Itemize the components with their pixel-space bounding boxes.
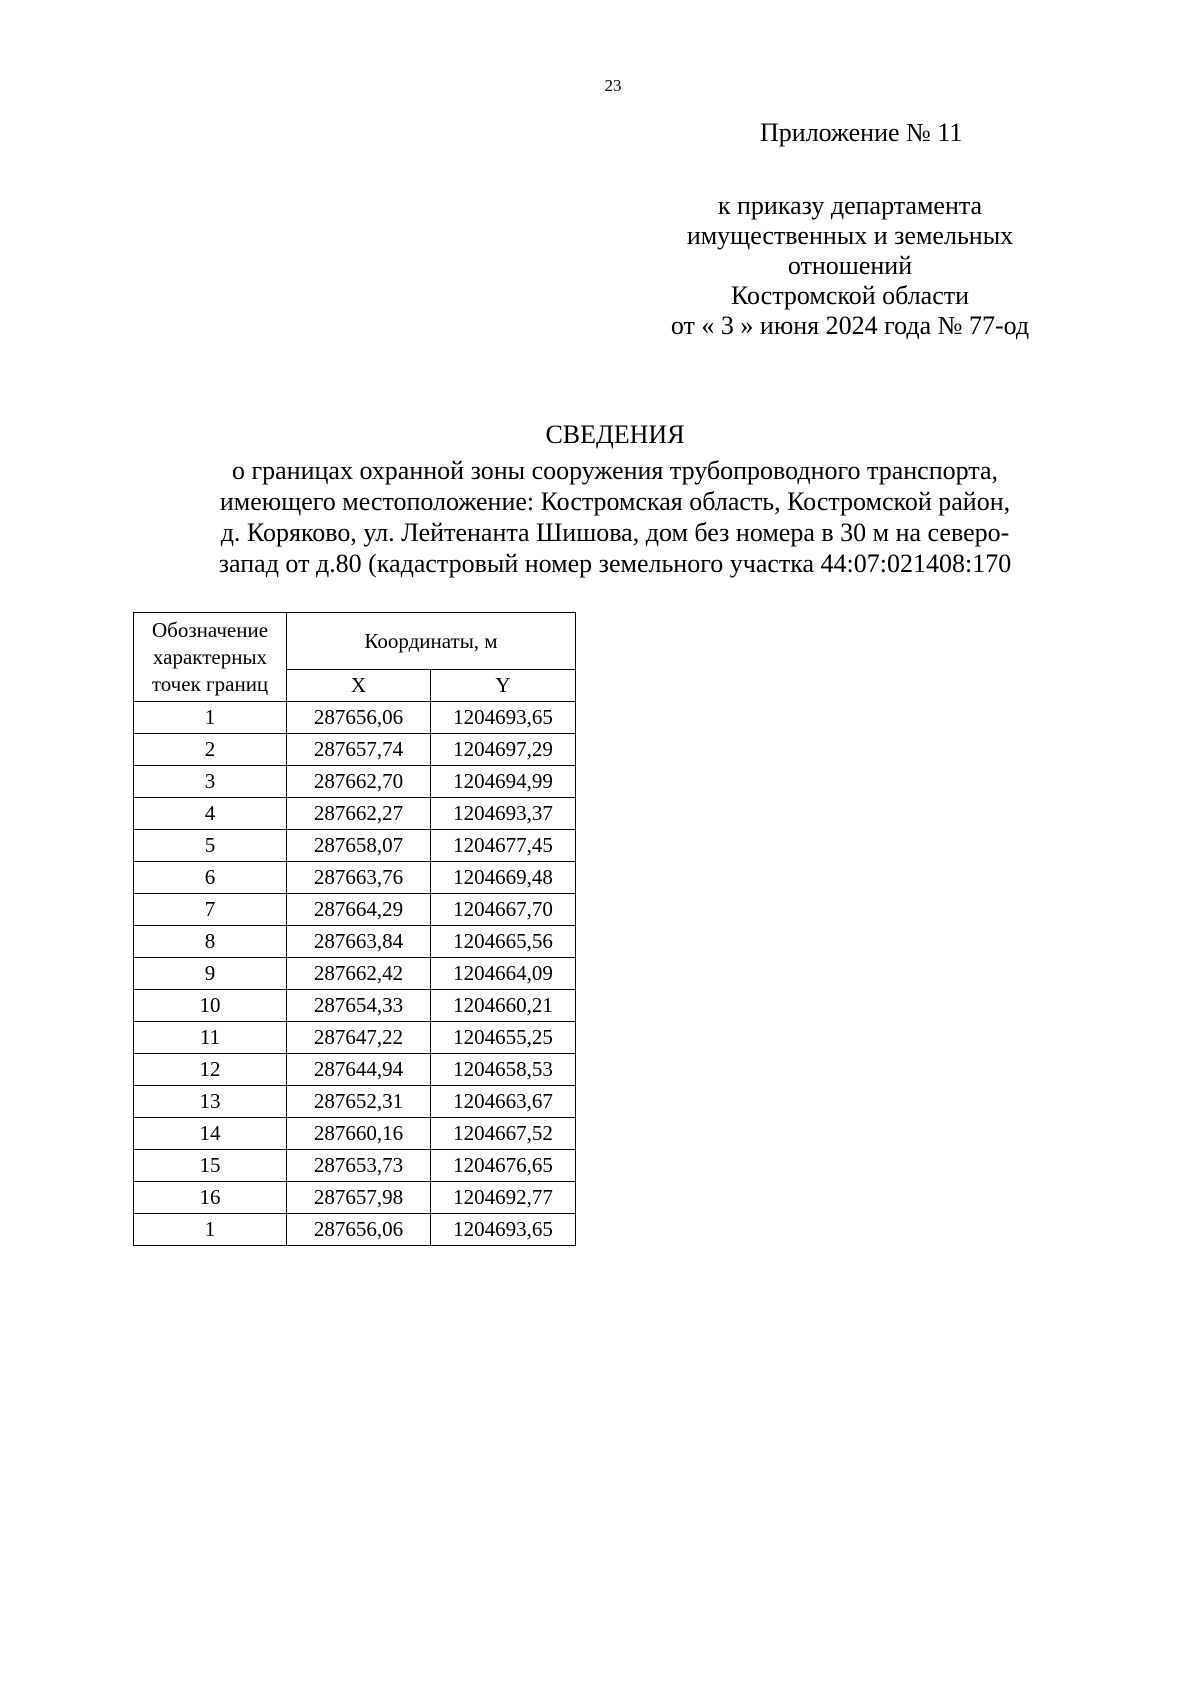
cell-x: 287652,31 [287, 1086, 431, 1118]
order-reference [640, 191, 1060, 341]
cell-y: 1204663,67 [431, 1086, 576, 1118]
cell-x: 287663,76 [287, 862, 431, 894]
order-ref-line: к приказу департамента [717, 191, 983, 220]
table-row [134, 1182, 576, 1214]
cell-x: 287647,22 [287, 1022, 431, 1054]
cell-x: 287656,06 [287, 1214, 431, 1246]
order-ref-line: от « 3 » июня 2024 года № 77-од [670, 311, 1030, 340]
cell-x: 287644,94 [287, 1054, 431, 1086]
cell-y: 1204677,45 [431, 830, 576, 862]
cell-point: 9 [134, 958, 287, 990]
header-point-line: Обозначение [151, 617, 269, 642]
table-row [134, 1022, 576, 1054]
table-row [134, 1086, 576, 1118]
document-subheading [100, 455, 1130, 579]
table-row [134, 734, 576, 766]
cell-point: 1 [134, 702, 287, 734]
table-row [134, 1054, 576, 1086]
cell-point: 6 [134, 862, 287, 894]
cell-y: 1204692,77 [431, 1182, 576, 1214]
table-row [134, 894, 576, 926]
cell-point: 3 [134, 766, 287, 798]
cell-point: 15 [134, 1150, 287, 1182]
cell-y: 1204660,21 [431, 990, 576, 1022]
cell-y: 1204667,70 [431, 894, 576, 926]
cell-y: 1204664,09 [431, 958, 576, 990]
table-row [134, 702, 576, 734]
page-number: 23 [604, 76, 622, 95]
table-row [134, 958, 576, 990]
cell-y: 1204693,37 [431, 798, 576, 830]
cell-x: 287657,98 [287, 1182, 431, 1214]
order-ref-line: имущественных и земельных [686, 221, 1014, 250]
subheading-line: д. Коряково, ул. Лейтенанта Шишова, дом без номера в 30 м на северо- [220, 518, 1010, 547]
cell-x: 287654,33 [287, 990, 431, 1022]
document-heading: СВЕДЕНИЯ [545, 420, 685, 449]
table-row [134, 830, 576, 862]
cell-x: 287662,42 [287, 958, 431, 990]
subheading-line: о границах охранной зоны сооружения трубопроводного транспорта, [231, 456, 999, 485]
table-row [134, 990, 576, 1022]
table-row [134, 926, 576, 958]
cell-point: 4 [134, 798, 287, 830]
cell-x: 287663,84 [287, 926, 431, 958]
order-ref-line: Костромской области [730, 281, 970, 310]
header-point-line: характерных [152, 644, 268, 669]
cell-y: 1204655,25 [431, 1022, 576, 1054]
cell-y: 1204658,53 [431, 1054, 576, 1086]
cell-point: 8 [134, 926, 287, 958]
table-row [134, 1150, 576, 1182]
header-coordinates: Координаты, м [287, 613, 576, 670]
cell-x: 287664,29 [287, 894, 431, 926]
header-point-line: точек границ [151, 671, 269, 696]
subheading-line: запад от д.80 (кадастровый номер земельного участка 44:07:021408:170 [218, 549, 1012, 578]
cell-point: 14 [134, 1118, 287, 1150]
cell-point: 10 [134, 990, 287, 1022]
order-ref-line: отношений [787, 251, 913, 280]
cell-x: 287657,74 [287, 734, 431, 766]
cell-point: 13 [134, 1086, 287, 1118]
cell-x: 287656,06 [287, 702, 431, 734]
cell-y: 1204694,99 [431, 766, 576, 798]
cell-point: 12 [134, 1054, 287, 1086]
coordinates-table [133, 612, 576, 1246]
appendix-title: Приложение № 11 [760, 118, 963, 147]
cell-x: 287662,27 [287, 798, 431, 830]
subheading-line: имеющего местоположение: Костромская область, Костромской район, [219, 487, 1011, 516]
cell-x: 287658,07 [287, 830, 431, 862]
cell-point: 11 [134, 1022, 287, 1054]
cell-y: 1204693,65 [431, 1214, 576, 1246]
table-row [134, 1118, 576, 1150]
cell-y: 1204697,29 [431, 734, 576, 766]
table-row [134, 766, 576, 798]
cell-point: 1 [134, 1214, 287, 1246]
cell-point: 2 [134, 734, 287, 766]
cell-y: 1204667,52 [431, 1118, 576, 1150]
cell-point: 7 [134, 894, 287, 926]
cell-y: 1204669,48 [431, 862, 576, 894]
cell-x: 287660,16 [287, 1118, 431, 1150]
cell-y: 1204665,56 [431, 926, 576, 958]
header-y: Y [431, 670, 576, 702]
cell-x: 287662,70 [287, 766, 431, 798]
table-row [134, 798, 576, 830]
cell-y: 1204676,65 [431, 1150, 576, 1182]
header-point-designation [134, 613, 287, 702]
cell-point: 5 [134, 830, 287, 862]
cell-point: 16 [134, 1182, 287, 1214]
table-row [134, 862, 576, 894]
table-row [134, 1214, 576, 1246]
coordinates-table-body [134, 702, 576, 1246]
cell-y: 1204693,65 [431, 702, 576, 734]
header-x: X [287, 670, 431, 702]
cell-x: 287653,73 [287, 1150, 431, 1182]
